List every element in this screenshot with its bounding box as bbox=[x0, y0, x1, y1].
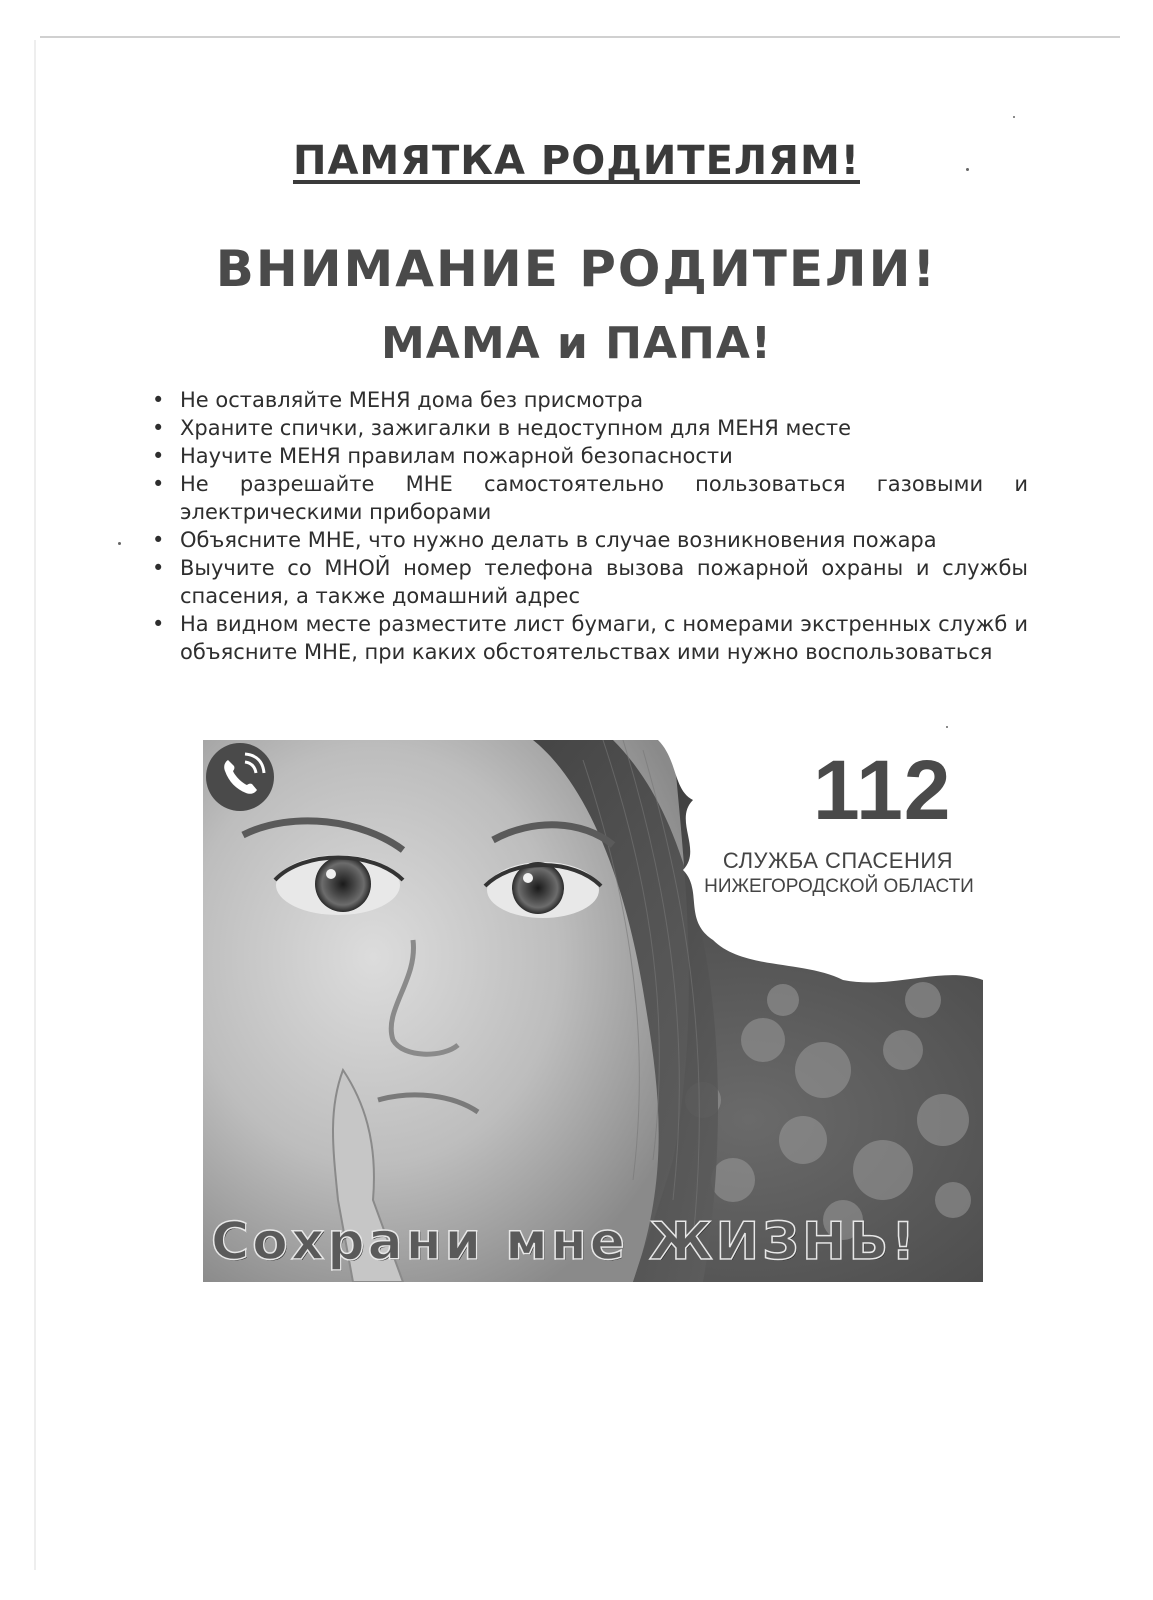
scan-speck bbox=[946, 726, 948, 728]
bullet: • bbox=[152, 388, 165, 412]
rules-list bbox=[150, 386, 1028, 666]
scan-speck bbox=[118, 542, 121, 545]
bullet: • bbox=[152, 528, 165, 552]
service-name: СЛУЖБА СПАСЕНИЯ bbox=[722, 848, 954, 873]
emergency-number: 112 bbox=[813, 743, 952, 837]
bullet: • bbox=[152, 444, 165, 468]
bullet: • bbox=[152, 416, 165, 440]
scan-edge bbox=[40, 36, 1120, 38]
rule-item: • Выучите со МНОЙ номер телефона вызова пожарной охраны и службы спасения, а также домашний адрес bbox=[152, 556, 1028, 608]
service-region: НИЖЕГОРОДСКОЙ ОБЛАСТИ bbox=[704, 876, 974, 897]
bullet: • bbox=[152, 472, 165, 496]
phone-icon bbox=[203, 740, 277, 814]
rule-item: • Научите МЕНЯ правилам пожарной безопасности bbox=[152, 444, 733, 468]
rule-item: • Объясните МНЕ, что нужно делать в случае возникновения пожара bbox=[152, 528, 937, 552]
rule-item: • На видном месте разместите лист бумаги, с номерами экстренных служб и объясните МНЕ, при каких обстоятельствах ими нужно воспользоваться bbox=[152, 612, 1028, 664]
document-title: ПАМЯТКА РОДИТЕЛЯМ! bbox=[292, 138, 860, 184]
rule-item: • Не разрешайте МНЕ самостоятельно пользоваться газовыми и электрическими приборами bbox=[152, 472, 1028, 524]
document-heading: ВНИМАНИЕ РОДИТЕЛИ! bbox=[215, 240, 938, 298]
bullet: • bbox=[152, 612, 165, 636]
rule-item: • Храните спички, зажигалки в недоступном для МЕНЯ месте bbox=[152, 416, 851, 440]
scan-speck bbox=[966, 168, 969, 171]
document-subheading: МАМА и ПАПА! bbox=[381, 318, 772, 369]
rule-item: • Не оставляйте МЕНЯ дома без присмотра bbox=[152, 388, 644, 412]
scan-speck bbox=[1013, 116, 1015, 118]
poster-image bbox=[203, 740, 983, 1282]
bullet: • bbox=[152, 556, 165, 580]
poster-slogan: Сохрани мне ЖИЗНЬ! bbox=[211, 1212, 918, 1272]
